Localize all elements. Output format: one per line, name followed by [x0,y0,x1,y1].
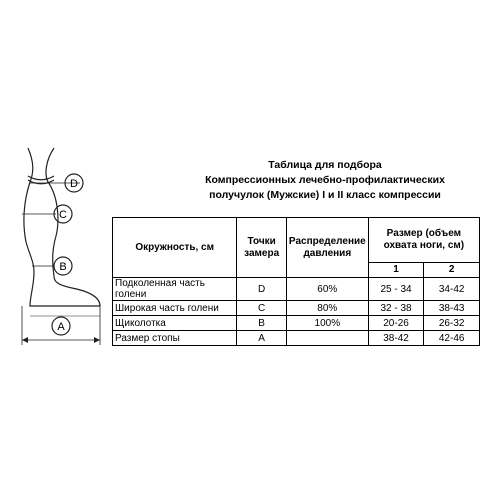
table-row [113,301,480,316]
row-name: Щиколотка [113,316,237,331]
row-pressure: 80% [286,301,368,316]
row-name: Широкая часть голени [113,301,237,316]
header-distribution: Распределение давления [286,218,368,278]
table-row [113,316,480,331]
row-pressure: 100% [286,316,368,331]
header-circumference: Окружность, см [113,218,237,278]
row-point: A [237,331,287,346]
title-line-1: Таблица для подбора [268,159,382,171]
header-size-1: 1 [368,263,424,278]
marker-a-label: A [57,321,65,333]
row-size-1: 32 - 38 [368,301,424,316]
row-size-1: 20-26 [368,316,424,331]
size-table [112,217,480,346]
header-size-2: 2 [424,263,480,278]
row-size-2: 38-43 [424,301,480,316]
row-size-2: 34-42 [424,278,480,301]
row-pressure: 60% [286,278,368,301]
header-size: Размер (объем охвата ноги, см) [368,218,479,263]
table-title [160,158,490,203]
title-line-2: Компрессионных лечебно-профилактических [205,174,445,186]
header-points: Точки замера [237,218,287,278]
row-point: C [237,301,287,316]
row-name: Размер стопы [113,331,237,346]
table-row [113,331,480,346]
marker-b-label: B [59,261,67,273]
row-size-2: 26-32 [424,316,480,331]
row-size-2: 42-46 [424,331,480,346]
marker-d-label: D [70,178,78,190]
header-row [113,218,480,263]
row-size-1: 25 - 34 [368,278,424,301]
row-size-1: 38-42 [368,331,424,346]
row-point: B [237,316,287,331]
marker-c-label: C [59,209,67,221]
leg-outline [24,148,100,306]
row-name: Подколенная часть голени [113,278,237,301]
title-line-3: получулок (Мужские) I и II класс компрессии [209,189,441,201]
row-pressure [286,331,368,346]
table-row [113,278,480,301]
row-point: D [237,278,287,301]
